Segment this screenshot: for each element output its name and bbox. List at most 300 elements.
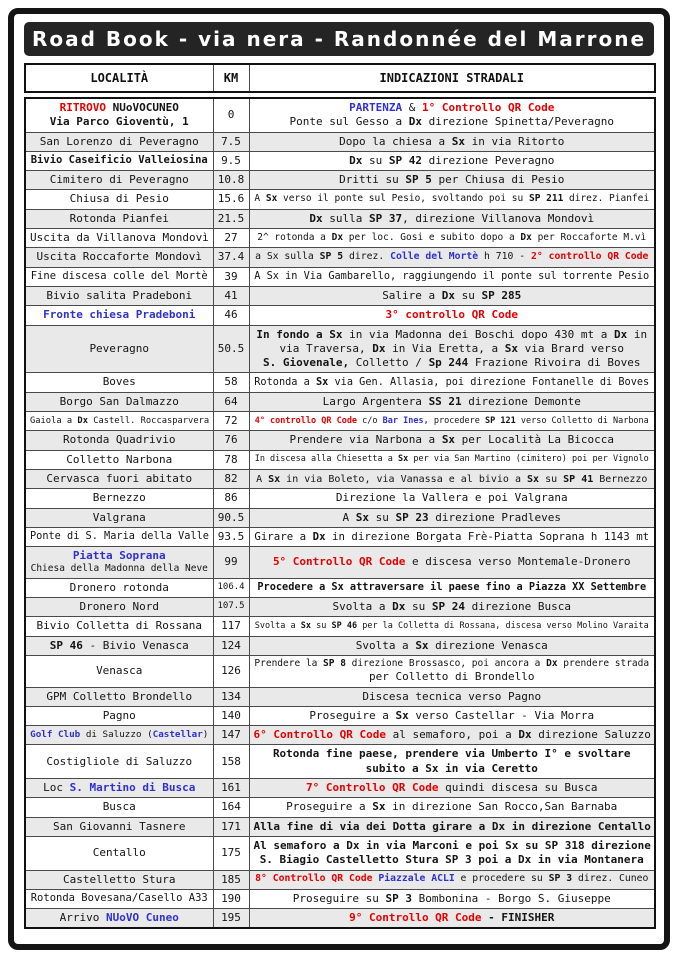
- text-segment: per loc. Gosi e subito dopo a: [343, 232, 521, 244]
- text-segment: Bivio Caseificio Valleiosina: [30, 154, 208, 167]
- text-segment: S. Martino di Busca: [69, 781, 196, 795]
- text-segment: Dronero Nord: [79, 600, 159, 614]
- localita-cell: [25, 489, 213, 508]
- text-line: [218, 453, 245, 467]
- text-segment: sulla: [322, 211, 369, 225]
- text-segment: 99: [224, 555, 238, 569]
- text-segment: Girare a: [254, 529, 313, 543]
- text-segment: 7.5: [221, 134, 241, 148]
- text-line: [218, 582, 245, 594]
- text-segment: Sx: [315, 375, 329, 388]
- text-line: [218, 308, 245, 322]
- roadbook-row: [25, 508, 655, 527]
- roadbook-row: [25, 687, 655, 706]
- text-line: [254, 376, 651, 389]
- text-line: [254, 555, 651, 569]
- km-cell: [213, 508, 249, 527]
- text-line: [254, 621, 651, 632]
- localita-cell: [25, 889, 213, 908]
- text-line: [254, 115, 651, 129]
- text-segment: A Sx in Via Gambarello, raggiungendo il ponte sul torrente Pesio: [254, 270, 650, 283]
- col-header-localita: LOCALITÀ: [25, 64, 213, 92]
- text-line: [30, 192, 209, 206]
- text-segment: Costigliole di Saluzzo: [46, 754, 193, 768]
- localita-cell: [25, 527, 213, 546]
- text-segment: San Giovanni Tasnere: [53, 819, 186, 833]
- text-segment: A: [342, 510, 356, 524]
- roadbook-row: [25, 836, 655, 870]
- text-segment: 4° controllo QR Code: [254, 415, 358, 426]
- text-line: [30, 173, 209, 187]
- indicazioni-cell: [249, 286, 655, 305]
- indicazioni-cell: [249, 190, 655, 209]
- text-line: [30, 270, 209, 284]
- roadbook-row: [25, 527, 655, 546]
- indicazioni-cell: [249, 229, 655, 248]
- text-segment: S. Biagio Castelletto Stura SP 3 poi a Dx in via Montanera: [259, 853, 644, 867]
- text-line: [218, 154, 245, 168]
- roadbook-row: [25, 547, 655, 579]
- text-segment: in direzione Borgata Frè-Piatta Soprana h 1143 mt: [325, 529, 650, 543]
- text-segment: Sx: [265, 193, 278, 205]
- text-segment: 72: [224, 414, 238, 428]
- roadbook-table: [24, 97, 656, 929]
- text-line: [254, 853, 651, 867]
- text-segment: Direzione la Vallera e poi Valgrana: [335, 491, 568, 505]
- localita-cell: [25, 870, 213, 889]
- text-segment: 5° Controllo QR Code: [272, 555, 406, 569]
- text-segment: Largo Argentera: [322, 394, 429, 408]
- text-segment: GPM Colletto Brondello: [46, 689, 193, 703]
- text-segment: Svolta a: [355, 638, 416, 652]
- text-segment: per Chiusa di Pesio: [431, 173, 565, 187]
- km-cell: [213, 745, 249, 779]
- text-line: [30, 664, 209, 678]
- text-line: [30, 729, 209, 741]
- text-segment: Castell. Roccasparvera: [87, 415, 210, 426]
- text-segment: NUoVO Cuneo: [106, 911, 179, 925]
- text-segment: - FINISHER: [481, 911, 555, 925]
- text-segment: Venasca: [96, 664, 143, 678]
- text-segment: In discesa alla Chiesetta a: [254, 454, 398, 465]
- text-line: [30, 491, 209, 505]
- km-cell: [213, 132, 249, 151]
- text-segment: Dx: [372, 341, 386, 355]
- text-segment: SP 46: [49, 638, 83, 652]
- text-line: [254, 308, 651, 322]
- text-segment: - Bivio Venasca: [82, 638, 189, 652]
- text-segment: Castellar: [152, 729, 203, 741]
- indicazioni-cell: [249, 248, 655, 267]
- text-segment: direzione Pradleves: [428, 510, 562, 524]
- localita-cell: [25, 798, 213, 817]
- header-row: [25, 64, 655, 92]
- text-segment: Sx: [398, 454, 409, 465]
- indicazioni-cell: [249, 909, 655, 929]
- text-segment: 2^ rotonda a: [257, 232, 332, 244]
- roadbook-row: [25, 909, 655, 929]
- text-line: [30, 308, 209, 322]
- text-segment: 15.6: [217, 192, 245, 206]
- text-segment: su: [311, 620, 332, 631]
- localita-cell: [25, 132, 213, 151]
- text-segment: Dx: [546, 657, 558, 669]
- text-segment: SP 41: [563, 473, 594, 485]
- text-line: [254, 356, 651, 370]
- roadbook-row: [25, 392, 655, 411]
- text-segment: 6° Controllo QR Code: [253, 728, 386, 742]
- text-line: [218, 690, 245, 704]
- localita-cell: [25, 190, 213, 209]
- indicazioni-cell: [249, 469, 655, 488]
- text-segment: Cervasca fuori abitato: [46, 471, 193, 485]
- text-segment: per Roccaforte M.vì: [531, 232, 647, 244]
- text-line: [30, 781, 209, 795]
- text-segment: Dx: [349, 153, 363, 167]
- text-line: [254, 511, 651, 525]
- localita-cell: [25, 209, 213, 228]
- text-line: [218, 212, 245, 226]
- text-segment: 39: [224, 269, 238, 283]
- text-line: [30, 892, 209, 906]
- text-segment: 161: [221, 781, 241, 795]
- text-segment: subito a Sx in via Ceretto: [365, 761, 538, 775]
- text-line: [254, 212, 651, 226]
- text-segment: 78: [224, 452, 238, 466]
- text-segment: A: [256, 473, 269, 485]
- text-segment: Dritti su: [339, 173, 406, 187]
- text-line: [218, 892, 245, 906]
- text-segment: 175: [221, 846, 241, 860]
- text-segment: Sx: [268, 473, 281, 485]
- localita-cell: [25, 745, 213, 779]
- text-line: [30, 820, 209, 834]
- km-cell: [213, 373, 249, 392]
- text-segment: Frazione Rivoira di Boves: [468, 356, 641, 370]
- text-line: [218, 601, 245, 613]
- text-segment: in via Madonna dei Boschi dopo 430 mt a: [342, 327, 614, 341]
- text-segment: Al semaforo a Dx in via Marconi e poi Sx su SP 318 direzione: [253, 838, 651, 852]
- localita-cell: [25, 306, 213, 325]
- text-line: [254, 342, 651, 356]
- localita-cell: [25, 431, 213, 450]
- indicazioni-cell: [249, 527, 655, 546]
- indicazioni-cell: [249, 392, 655, 411]
- text-line: [218, 619, 245, 633]
- text-line: [254, 154, 651, 168]
- indicazioni-cell: [249, 655, 655, 687]
- text-segment: 3° controllo QR Code: [385, 308, 518, 322]
- text-line: [254, 251, 651, 264]
- text-segment: Cimitero di Peveragno: [49, 173, 189, 187]
- text-segment: in Via Eretta, a: [385, 341, 505, 355]
- text-segment: 147: [221, 728, 241, 742]
- text-line: [254, 839, 651, 853]
- text-segment: Centallo: [92, 846, 146, 860]
- text-line: [30, 375, 209, 389]
- text-segment: SP 3: [548, 873, 573, 885]
- km-cell: [213, 706, 249, 725]
- roadbook-row: [25, 636, 655, 655]
- text-line: [30, 342, 209, 356]
- km-cell: [213, 267, 249, 286]
- text-segment: Dx: [520, 232, 532, 244]
- text-segment: in direzione San Rocco,San Barnaba: [385, 800, 618, 814]
- text-segment: Prendere via Narbona a: [289, 433, 442, 447]
- roadbook-row: [25, 286, 655, 305]
- text-line: [30, 115, 209, 129]
- text-line: [254, 781, 651, 795]
- roadbook-row: [25, 450, 655, 469]
- text-segment: 171: [221, 819, 241, 833]
- text-segment: Ponte sul Gesso a: [289, 115, 409, 129]
- text-line: [254, 173, 651, 187]
- localita-cell: [25, 392, 213, 411]
- localita-cell: [25, 412, 213, 431]
- km-cell: [213, 836, 249, 870]
- text-segment: Arrivo: [59, 911, 106, 925]
- text-segment: Rotonda Bovesana/Casello A33: [30, 892, 208, 905]
- text-segment: direzione Demonte: [461, 394, 581, 408]
- text-segment: 76: [224, 433, 238, 447]
- text-line: [254, 820, 651, 834]
- localita-cell: [25, 687, 213, 706]
- text-line: [254, 728, 651, 742]
- km-cell: [213, 450, 249, 469]
- text-segment: Alla fine di via dei Dotta girare a Dx in direzione Centallo: [253, 819, 651, 833]
- roadbook-row: [25, 870, 655, 889]
- km-cell: [213, 779, 249, 798]
- roadbook-row: [25, 745, 655, 779]
- roadbook-row: [25, 655, 655, 687]
- text-segment: Dronero rotonda: [69, 580, 169, 594]
- text-segment: Svolta a: [332, 600, 393, 614]
- roadbook-row: [25, 798, 655, 817]
- text-segment: procedere: [428, 415, 486, 426]
- text-line: [254, 289, 651, 303]
- text-line: [30, 212, 209, 226]
- text-line: [218, 173, 245, 187]
- text-segment: SP 121: [485, 415, 516, 426]
- text-segment: Piatta Soprana: [72, 549, 166, 563]
- text-segment: Proseguire su: [292, 891, 386, 905]
- text-segment: Uscita Roccaforte Mondovì: [36, 250, 203, 264]
- text-line: [254, 747, 651, 761]
- text-line: [254, 416, 651, 427]
- text-line: [30, 433, 209, 447]
- km-cell: [213, 726, 249, 745]
- text-line: [218, 820, 245, 834]
- text-segment: Fine discesa colle del Mortè: [30, 270, 208, 282]
- text-segment: via Gen. Allasia, poi direzione Fontanelle di Boves: [328, 375, 650, 388]
- text-segment: e procedere su: [454, 873, 549, 885]
- text-segment: Chiesa della Madonna della Neve: [30, 563, 208, 575]
- page-title: Road Book - via nera - Randonnée del Marrone: [31, 27, 647, 51]
- text-segment: Ponte di S. Maria della Valle: [30, 530, 209, 543]
- localita-cell: [25, 229, 213, 248]
- roadbook-row: [25, 229, 655, 248]
- text-segment: per la Colletta di Rossana, discesa verso Molino Varaita: [357, 620, 649, 631]
- text-segment: 195: [221, 911, 241, 925]
- text-segment: su: [368, 510, 396, 524]
- text-segment: 126: [221, 664, 241, 678]
- indicazioni-cell: [249, 412, 655, 431]
- text-segment: Bombonina - Borgo S. Giuseppe: [412, 891, 611, 905]
- text-segment: Dx: [392, 600, 406, 614]
- text-segment: a Sx sulla: [255, 251, 320, 263]
- km-cell: [213, 306, 249, 325]
- indicazioni-cell: [249, 373, 655, 392]
- localita-cell: [25, 267, 213, 286]
- text-segment: Sx: [372, 800, 386, 814]
- text-segment: Sx: [441, 433, 456, 447]
- text-segment: 27: [224, 231, 238, 245]
- text-line: [30, 563, 209, 575]
- text-segment: 21.5: [217, 211, 245, 225]
- text-line: [30, 511, 209, 525]
- roadbook-row: [25, 726, 655, 745]
- text-segment: Dopo la chiesa a: [339, 134, 452, 148]
- km-cell: [213, 798, 249, 817]
- text-segment: S. Giovenale,: [262, 356, 350, 370]
- roadbook-row: [25, 817, 655, 836]
- indicazioni-cell: [249, 547, 655, 579]
- km-cell: [213, 817, 249, 836]
- col-header-indicazioni: INDICAZIONI STRADALI: [249, 64, 655, 92]
- km-cell: [213, 392, 249, 411]
- text-segment: SP 3: [385, 891, 413, 905]
- indicazioni-cell: [249, 726, 655, 745]
- localita-cell: [25, 836, 213, 870]
- text-segment: 93.5: [217, 529, 245, 543]
- text-line: [218, 846, 245, 860]
- text-line: [254, 270, 651, 283]
- text-segment: 9° Controllo QR Code: [349, 911, 482, 925]
- text-line: [218, 289, 245, 303]
- localita-cell: [25, 450, 213, 469]
- text-segment: 107.5: [217, 601, 245, 612]
- text-segment: Colletto Narbona: [66, 452, 173, 466]
- text-segment: verso il ponte sul Pesio, svoltando poi su: [277, 193, 529, 205]
- text-segment: , direzione Villanova Mondovì: [402, 211, 595, 225]
- text-segment: Borgo San Dalmazzo: [59, 394, 179, 408]
- km-cell: [213, 617, 249, 636]
- text-segment: 190: [221, 891, 241, 905]
- indicazioni-cell: [249, 450, 655, 469]
- km-cell: [213, 229, 249, 248]
- text-segment: 41: [224, 288, 238, 302]
- text-segment: Uscita da Villanova Mondovì: [30, 231, 209, 245]
- km-cell: [213, 578, 249, 597]
- text-segment: Procedere a Sx attraversare il paese fino a Piazza XX Settembre: [257, 581, 647, 594]
- indicazioni-cell: [249, 687, 655, 706]
- text-line: [254, 581, 651, 594]
- text-segment: SP 5: [319, 251, 344, 263]
- text-line: [218, 250, 245, 264]
- text-segment: Dx: [77, 415, 88, 426]
- text-segment: Salire a: [382, 288, 442, 302]
- text-segment: 185: [221, 872, 241, 886]
- text-line: [30, 289, 209, 303]
- text-line: [30, 549, 209, 563]
- text-segment: direz.: [343, 251, 391, 263]
- km-cell: [213, 171, 249, 190]
- text-segment: Prendere la: [254, 657, 324, 669]
- indicazioni-cell: [249, 132, 655, 151]
- text-segment: Sx: [415, 638, 429, 652]
- roadbook-row: [25, 98, 655, 132]
- text-line: [254, 892, 651, 906]
- text-segment: direzione Spinetta/Peveragno: [421, 115, 615, 129]
- km-cell: [213, 431, 249, 450]
- localita-cell: [25, 151, 213, 170]
- text-segment: su: [405, 600, 432, 614]
- text-segment: 90.5: [217, 510, 245, 524]
- text-segment: Fronte chiesa Pradeboni: [43, 308, 196, 322]
- localita-cell: [25, 617, 213, 636]
- text-line: [254, 762, 651, 776]
- text-segment: prendere strada: [557, 657, 650, 669]
- indicazioni-cell: [249, 617, 655, 636]
- text-segment: 1° Controllo QR Code: [421, 101, 555, 114]
- text-line: [218, 395, 245, 409]
- localita-cell: [25, 726, 213, 745]
- text-segment: quindi discesa su Busca: [438, 781, 598, 795]
- roadbook-row: [25, 267, 655, 286]
- text-line: [254, 600, 651, 614]
- text-segment: via Brard verso: [517, 341, 624, 355]
- text-line: [254, 670, 651, 684]
- text-segment: 134: [221, 689, 241, 703]
- text-segment: Gaiola a: [30, 415, 78, 426]
- localita-cell: [25, 779, 213, 798]
- text-segment: Sx: [355, 510, 369, 524]
- roadbook-header-table: [24, 63, 656, 93]
- text-segment: 158: [221, 754, 241, 768]
- text-segment: Loc: [43, 781, 70, 795]
- text-segment: 64: [224, 394, 238, 408]
- localita-cell: [25, 98, 213, 132]
- localita-cell: [25, 706, 213, 725]
- text-line: [254, 709, 651, 723]
- text-segment: Svolta a: [254, 620, 301, 631]
- text-line: [254, 473, 651, 486]
- text-segment: in via Ritorto: [465, 134, 565, 148]
- text-segment: via Traversa,: [279, 341, 373, 355]
- text-segment: Sp 244: [428, 356, 469, 370]
- text-segment: Bivio Colletta di Rossana: [36, 619, 203, 633]
- text-line: [218, 664, 245, 678]
- text-segment: NUoVOCUNEO: [112, 101, 179, 114]
- title-bar: [24, 22, 654, 56]
- localita-cell: [25, 286, 213, 305]
- text-line: [218, 555, 245, 569]
- text-line: [30, 600, 209, 614]
- indicazioni-cell: [249, 98, 655, 132]
- roadbook-row: [25, 889, 655, 908]
- localita-cell: [25, 598, 213, 617]
- km-cell: [213, 687, 249, 706]
- text-segment: Sx: [300, 620, 312, 631]
- text-segment: SP 285: [481, 288, 522, 302]
- text-segment: Dx: [614, 327, 628, 341]
- text-segment: Peveragno: [89, 341, 150, 355]
- text-segment: per Colletto di Brondello: [368, 670, 535, 684]
- text-line: [30, 453, 209, 467]
- text-segment: San Lorenzo di Peveragno: [39, 134, 199, 148]
- text-segment: Rotonda Quadrivio: [62, 433, 176, 447]
- text-segment: direzione Busca: [465, 600, 571, 614]
